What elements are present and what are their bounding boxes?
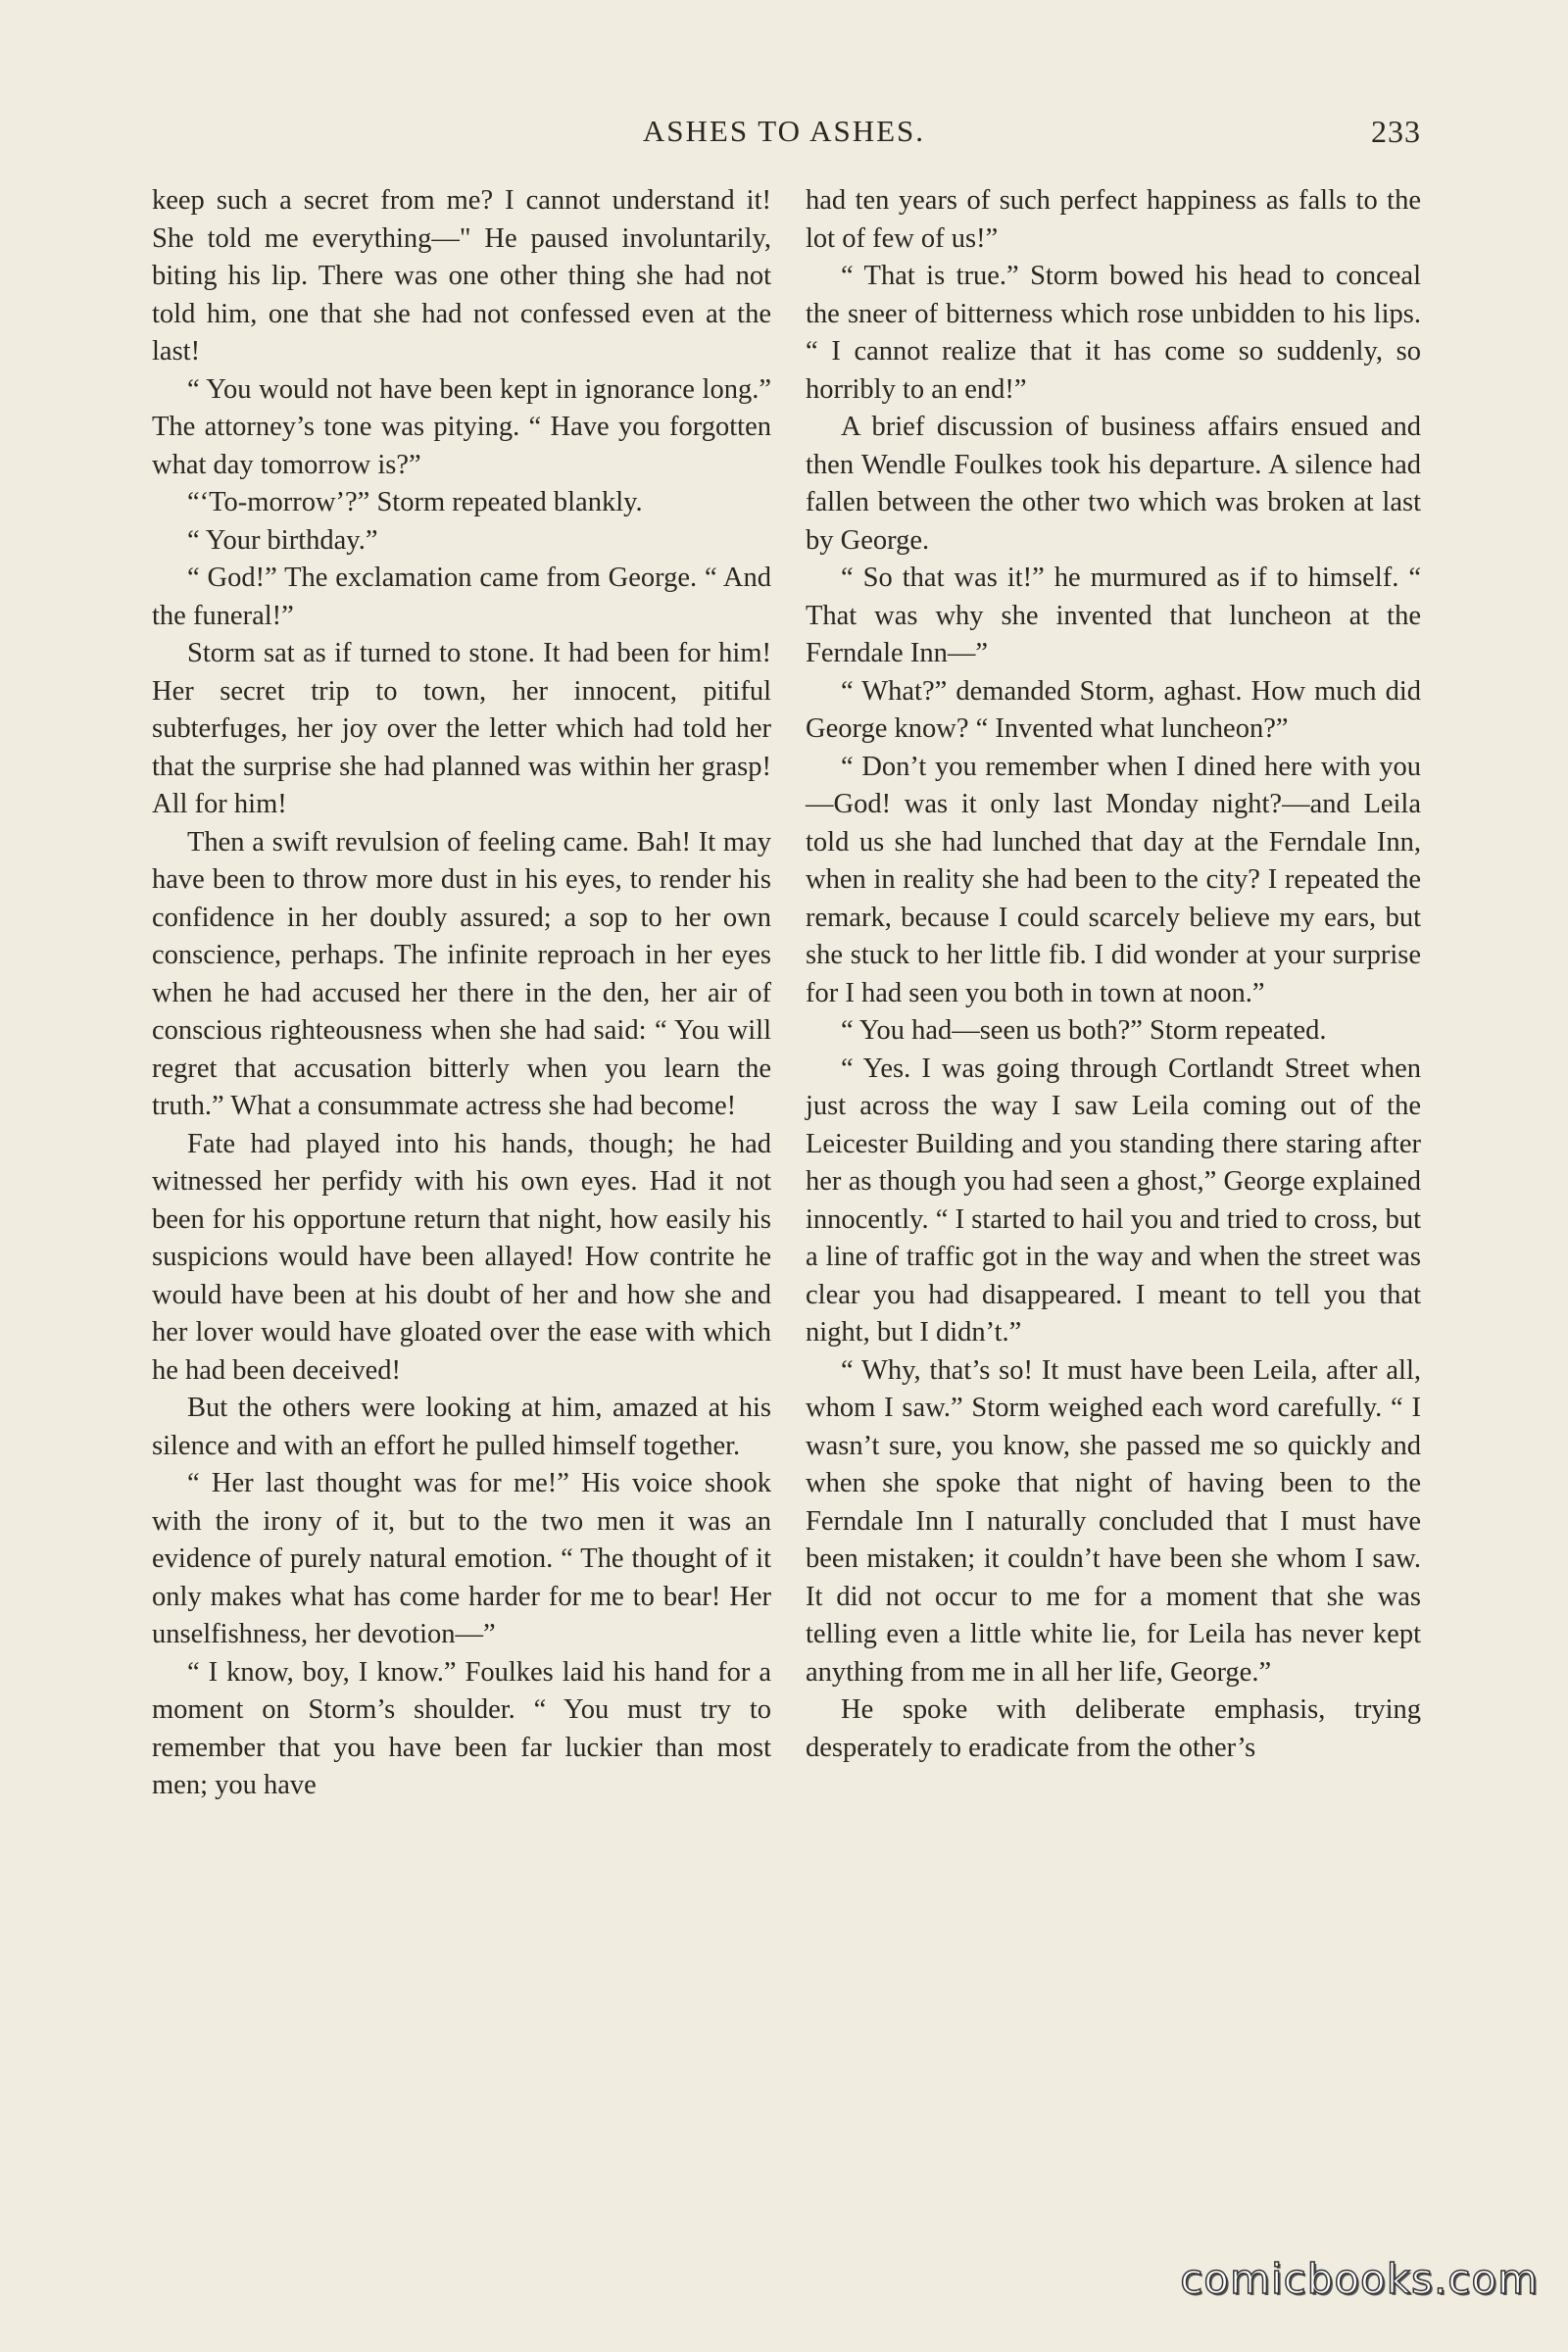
running-title: ASHES TO ASHES. xyxy=(642,114,926,148)
paragraph: “ God!” The exclamation came from George. “ And the funeral!” xyxy=(152,563,771,631)
paragraph: keep such a secret from me? I cannot understand it! She told me everything—" He paused involuntarily, biting his lip. There was one other thing she had not told him, one that she had not confessed even at the last! xyxy=(152,185,771,367)
right-column xyxy=(806,182,1421,1767)
paragraph: “ Don’t you remember when I dined here with you—God! was it only last Monday night?—and Leila told us she had lunched that day at the Ferndale Inn, when in reality she had been to the city? I repeated the remark, because I could scarcely believe my ears, but she stuck to her little fib. I did wonder at your surprise for I had seen you both in town at noon.” xyxy=(806,751,1421,1008)
paragraph: “ You would not have been kept in ignorance long.” The attorney’s tone was pitying. “ Have you forgotten what day tomorrow is?” xyxy=(152,373,771,480)
paragraph: “ Yes. I was going through Cortlandt Street when just across the way I saw Leila coming out of the Leicester Building and you standing there staring after her as though you had seen a ghost,” George explained innocently. “ I started to hail you and tried to cross, but a line of traffic got in the way and when the street was clear you had disappeared. I meant to tell you that night, but I didn’t.” xyxy=(806,1053,1421,1348)
left-column xyxy=(152,182,771,1805)
watermark: comicbooks.com xyxy=(1180,2255,1539,2303)
paragraph: But the others were looking at him, amazed at his silence and with an effort he pulled himself together. xyxy=(152,1393,771,1461)
paragraph: “ Her last thought was for me!” His voice shook with the irony of it, but to the two men it was an evidence of purely natural emotion. “ The thought of it only makes what has come harder for me to bear! Her unselfishness, her devotion—” xyxy=(152,1468,771,1649)
page-number: 233 xyxy=(1371,114,1421,149)
paragraph: He spoke with deliberate emphasis, trying desperately to eradicate from the other’s xyxy=(806,1694,1421,1763)
paragraph: “ I know, boy, I know.” Foulkes laid his hand for a moment on Storm’s shoulder. “ You must try to remember that you have been far luckier than most men; you have xyxy=(152,1656,771,1800)
paragraph: A brief discussion of business affairs ensued and then Wendle Foulkes took his departure. A silence had fallen between the other two which was broken at last by George. xyxy=(806,412,1421,556)
paragraph: Storm sat as if turned to stone. It had been for him! Her secret trip to town, her innocent, pitiful subterfuges, her joy over the letter which had told her that the surprise she had planned was within her grasp! All for him! xyxy=(152,638,771,819)
paragraph: “ Why, that’s so! It must have been Leila, after all, whom I saw.” Storm weighed each word carefully. “ I wasn’t sure, you know, she passed me so quickly and when she spoke that night of having been to the Ferndale Inn I naturally concluded that I must have been mistaken; it couldn’t have been she whom I saw. It did not occur to me for a moment that she was telling even a little white lie, for Leila has never kept anything from me in all her life, George.” xyxy=(806,1354,1421,1688)
paragraph: Then a swift revulsion of feeling came. Bah! It may have been to throw more dust in his eyes, to render his confidence in her doubly assured; a sop to her own conscience, perhaps. The infinite reproach in her eyes when he had accused her there in the den, her air of conscious righteousness when she had said: “ You will regret that accusation bitterly when you learn the truth.” What a consummate actress she had become! xyxy=(152,826,771,1121)
paragraph: “ So that was it!” he murmured as if to himself. “ That was why she invented that luncheon at the Ferndale Inn—” xyxy=(806,563,1421,668)
paragraph: had ten years of such perfect happiness as falls to the lot of few of us!” xyxy=(806,185,1421,254)
paragraph: “‘To-morrow’?” Storm repeated blankly. xyxy=(187,487,643,517)
paragraph: “ What?” demanded Storm, aghast. How much did George know? “ Invented what luncheon?” xyxy=(806,675,1421,744)
paragraph: “ You had—seen us both?” Storm repeated. xyxy=(841,1015,1327,1046)
paragraph: “ That is true.” Storm bowed his head to conceal the sneer of bitterness which rose unbidden to his lips. “ I cannot realize that it has come so suddenly, so horribly to an end!” xyxy=(806,261,1421,405)
page-header xyxy=(0,110,1568,159)
paragraph: “ Your birthday.” xyxy=(187,524,378,556)
paragraph: Fate had played into his hands, though; he had witnessed her perfidy with his own eyes. Had it not been for his opportune return that night, how easily his suspicions would have been allayed! How contrite he would have been at his doubt of her and how she and her lover would have gloated over the ease with which he had been deceived! xyxy=(152,1128,771,1386)
